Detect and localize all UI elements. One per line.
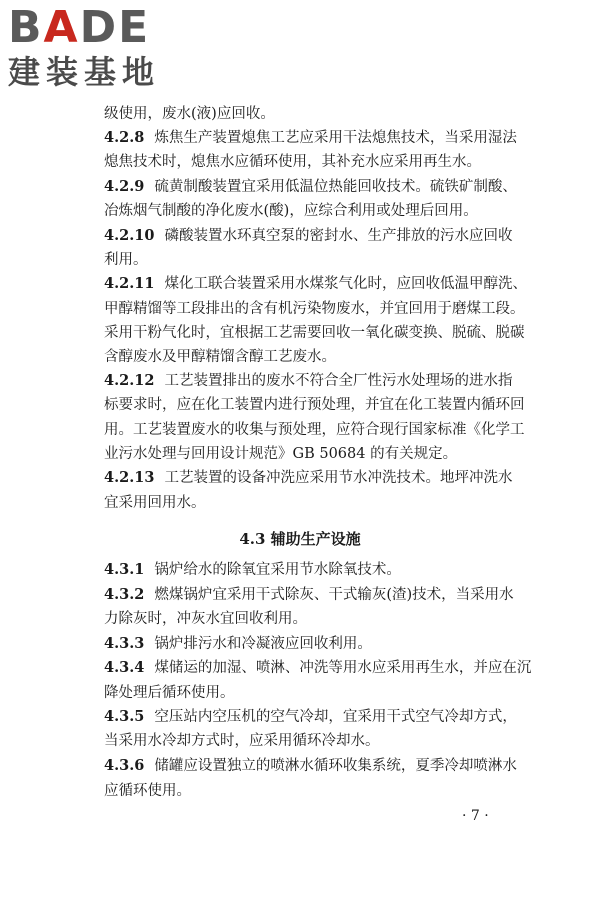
clause-text: 煤化工联合装置采用水煤浆气化时，应回收低温甲醇洗、 — [164, 276, 527, 292]
text-line — [104, 104, 524, 124]
clause-line — [104, 707, 524, 727]
clause-text: 采用干粉气化时，宜根据工艺需要回收一氧化碳变换、脱硫、脱碳 — [104, 325, 525, 341]
clause-text: 熄焦技术时，熄焦水应循环使用，其补充水应采用再生水。 — [104, 154, 481, 170]
clause-number: 4.2.8 — [104, 129, 145, 146]
clause-text: 锅炉排污水和冷凝液应回收利用。 — [154, 636, 372, 652]
text-line — [104, 444, 524, 464]
text-line — [104, 781, 524, 801]
clause-text: 宜采用回用水。 — [104, 495, 206, 511]
text-line — [104, 299, 524, 319]
clause-text: 级使用，废水(液)应回收。 — [104, 106, 275, 122]
clause-line — [104, 560, 524, 580]
text-line — [104, 420, 524, 440]
clause-number: 4.3.2 — [104, 586, 145, 603]
clause-line — [104, 468, 524, 488]
clause-line — [104, 371, 524, 391]
clause-text: 甲醇精馏等工段排出的含有机污染物废水，并宜回用于磨煤工段。 — [104, 301, 525, 317]
clause-line — [104, 177, 524, 197]
clause-text: 业污水处理与回用设计规范》GB 50684 的有关规定。 — [104, 446, 458, 462]
clause-text: 降处理后循环使用。 — [104, 685, 235, 701]
clause-text: 燃煤锅炉宜采用干式除灰、干式输灰(渣)技术，当采用水 — [154, 587, 514, 603]
clause-number: 4.3.5 — [104, 708, 145, 725]
clause-text: 标要求时，应在化工装置内进行预处理，并宜在化工装置内循环回 — [104, 397, 525, 413]
text-line — [104, 609, 524, 629]
clause-line — [104, 756, 524, 776]
clause-text: 用。工艺装置废水的收集与预处理，应符合现行国家标准《化学工 — [104, 422, 525, 438]
clause-line — [104, 585, 524, 605]
clause-number: 4.3.6 — [104, 757, 145, 774]
text-line — [104, 250, 524, 270]
clause-line — [104, 226, 524, 246]
logo-wordmark: BADE — [8, 2, 151, 53]
clause-text: 磷酸装置水环真空泵的密封水、生产排放的污水应回收 — [164, 228, 513, 244]
clause-text: 锅炉给水的除氧宜采用节水除氧技术。 — [154, 562, 401, 578]
clause-line — [104, 634, 524, 654]
text-line — [104, 152, 524, 172]
text-line — [104, 683, 524, 703]
logo-subtitle: 建装基地 — [8, 53, 161, 91]
text-line — [104, 731, 524, 751]
clause-text: 空压站内空压机的空气冷却，宜采用干式空气冷却方式， — [154, 709, 517, 725]
clause-number: 4.3.4 — [104, 659, 145, 676]
clause-line — [104, 274, 527, 294]
clause-number: 4.3.3 — [104, 635, 145, 652]
clause-text: 力除灰时，冲灰水宜回收利用。 — [104, 611, 307, 627]
text-line — [104, 347, 524, 367]
text-line — [104, 201, 524, 221]
clause-text: 冶炼烟气制酸的净化废水(酸)，应综合利用或处理后回用。 — [104, 203, 478, 219]
clause-text: 炼焦生产装置熄焦工艺应采用干法熄焦技术，当采用湿法 — [154, 130, 517, 146]
page-number: · 7 · — [462, 808, 489, 824]
clause-line — [104, 658, 532, 678]
clause-text: 应循环使用。 — [104, 783, 191, 799]
clause-number: 4.3.1 — [104, 561, 145, 578]
clause-text: 工艺装置的设备冲洗应采用节水冲洗技术。地坪冲洗水 — [164, 470, 513, 486]
text-line — [104, 395, 524, 415]
clause-text: 煤储运的加湿、喷淋、冲洗等用水应采用再生水，并应在沉 — [154, 660, 532, 676]
clause-text: 含醇废水及甲醇精馏含醇工艺废水。 — [104, 349, 336, 365]
clause-number: 4.2.12 — [104, 372, 155, 389]
text-line — [104, 493, 524, 513]
clause-text: 利用。 — [104, 252, 148, 268]
clause-number: 4.2.13 — [104, 469, 155, 486]
clause-text: 当采用水冷却方式时，应采用循环冷却水。 — [104, 733, 380, 749]
clause-number: 4.2.9 — [104, 178, 145, 195]
clause-line — [104, 128, 524, 148]
clause-number: 4.2.11 — [104, 275, 155, 292]
clause-text: 硫黄制酸装置宜采用低温位热能回收技术。硫铁矿制酸、 — [154, 179, 517, 195]
clause-number: 4.2.10 — [104, 227, 155, 244]
clause-text: 工艺装置排出的废水不符合全厂性污水处理场的进水指 — [164, 373, 513, 389]
clause-text: 储罐应设置独立的喷淋水循环收集系统，夏季冷却喷淋水 — [154, 758, 517, 774]
section-title: 4.3 辅助生产设施 — [239, 530, 361, 548]
text-line — [104, 323, 524, 343]
